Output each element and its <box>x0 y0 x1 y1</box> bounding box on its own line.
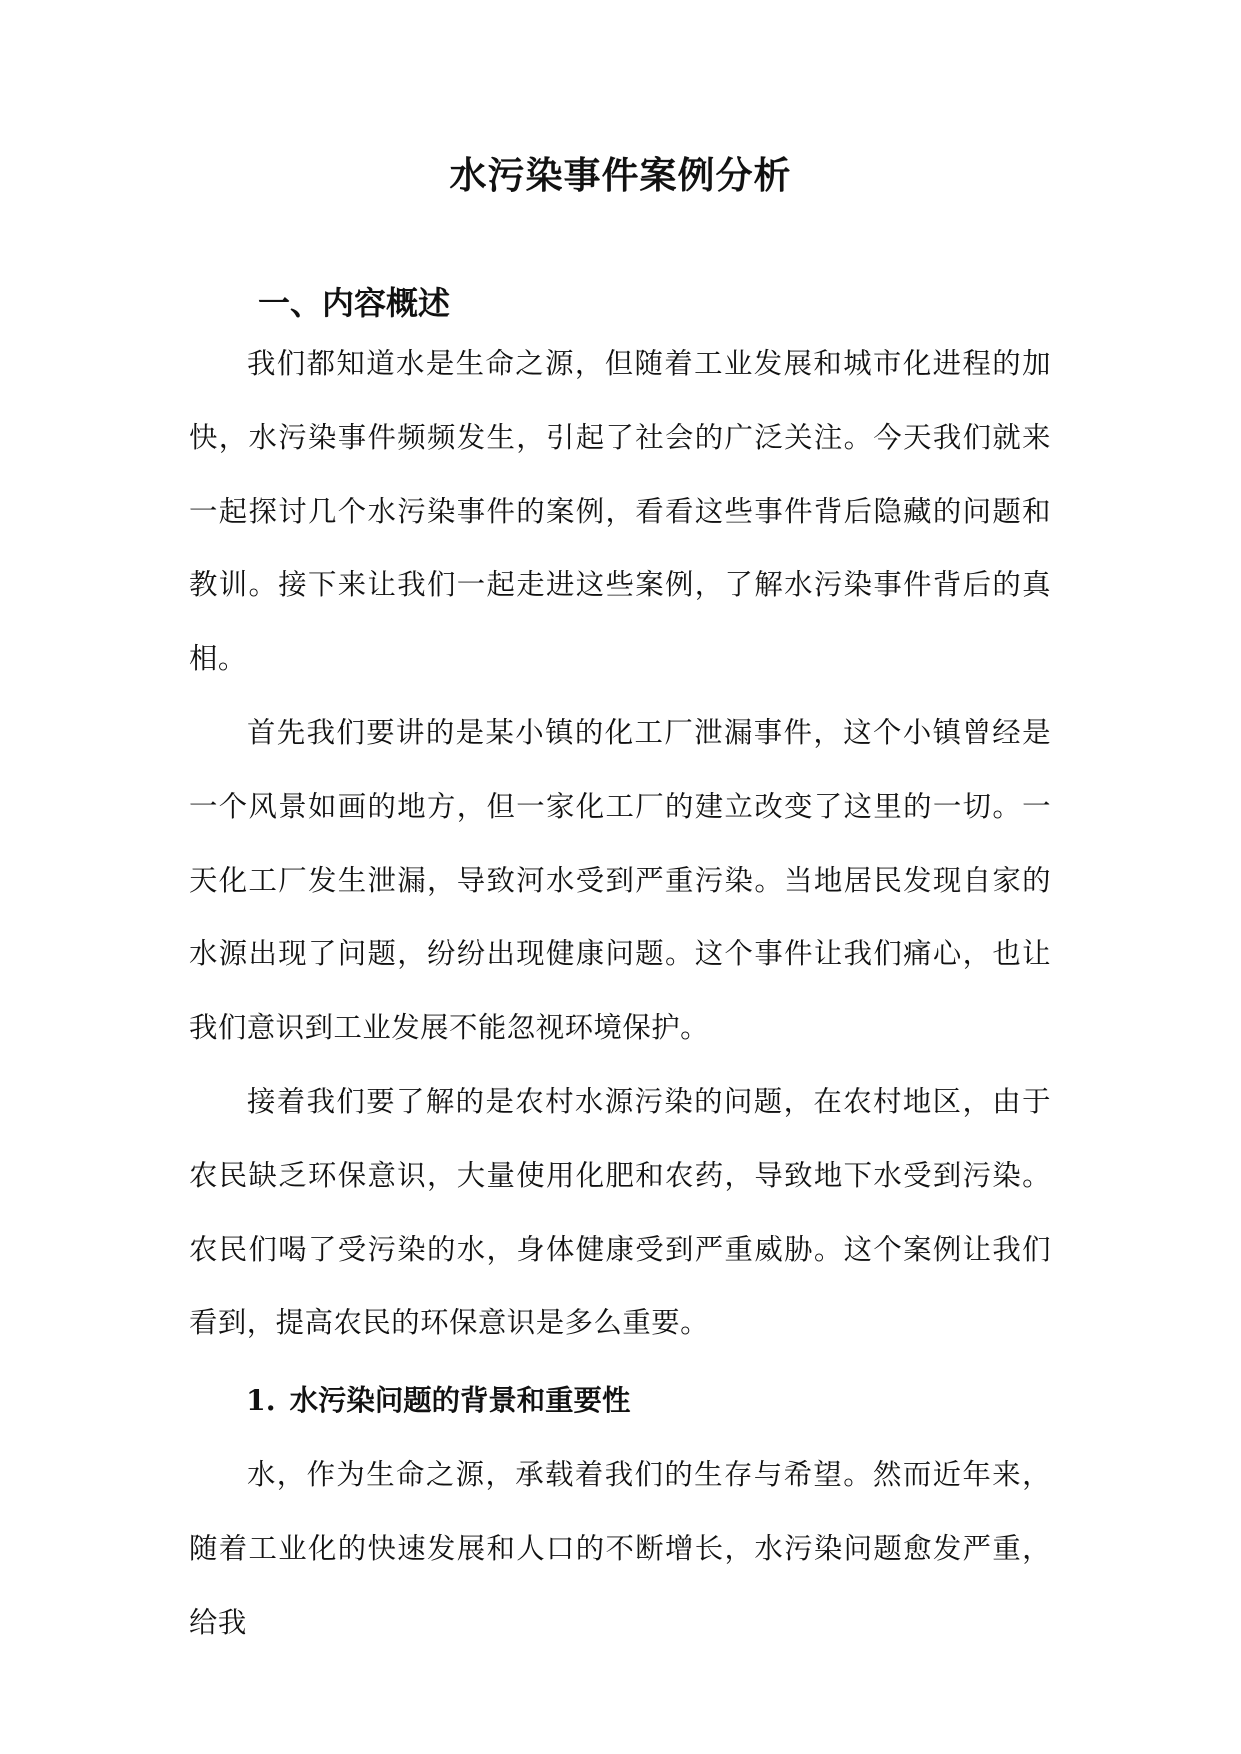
paragraph-intro: 我们都知道水是生命之源，但随着工业发展和城市化进程的加快，水污染事件频频发生，引起了社会的广泛关注。今天我们就来一起探讨几个水污染事件的案例，看看这些事件背后隐藏的问题和教训。接下来让我们一起走进这些案例，了解水污染事件背后的真相。 <box>189 347 1051 676</box>
intro-body <box>189 327 1051 1360</box>
paragraph-background: 水，作为生命之源，承载着我们的生存与希望。然而近年来，随着工业化的快速发展和人口的不断增长，水污染问题愈发严重，给我 <box>189 1458 1051 1639</box>
paragraph-chemical-leak: 首先我们要讲的是某小镇的化工厂泄漏事件，这个小镇曾经是一个风景如画的地方，但一家化工厂的建立改变了这里的一切。一天化工厂发生泄漏，导致河水受到严重污染。当地居民发现自家的水源出现了问题，纷纷出现健康问题。这个事件让我们痛心，也让我们意识到工业发展不能忽视环境保护。 <box>189 715 1051 1045</box>
subsection-title: 水污染问题的背景和重要性 <box>289 1383 631 1417</box>
subsection-heading <box>246 1375 630 1425</box>
subsection-number: 1. <box>246 1383 276 1417</box>
paragraph-rural-pollution: 接着我们要了解的是农村水源污染的问题，在农村地区，由于农民缺乏环保意识，大量使用化肥和农药，导致地下水受到污染。农民们喝了受污染的水，身体健康受到严重威胁。这个案例让我们看到，提高农民的环保意识是多么重要。 <box>189 1084 1051 1340</box>
background-body <box>189 1438 1051 1659</box>
section-heading-overview: 一、内容概述 <box>258 284 451 322</box>
document-title: 水污染事件案例分析 <box>449 153 792 197</box>
